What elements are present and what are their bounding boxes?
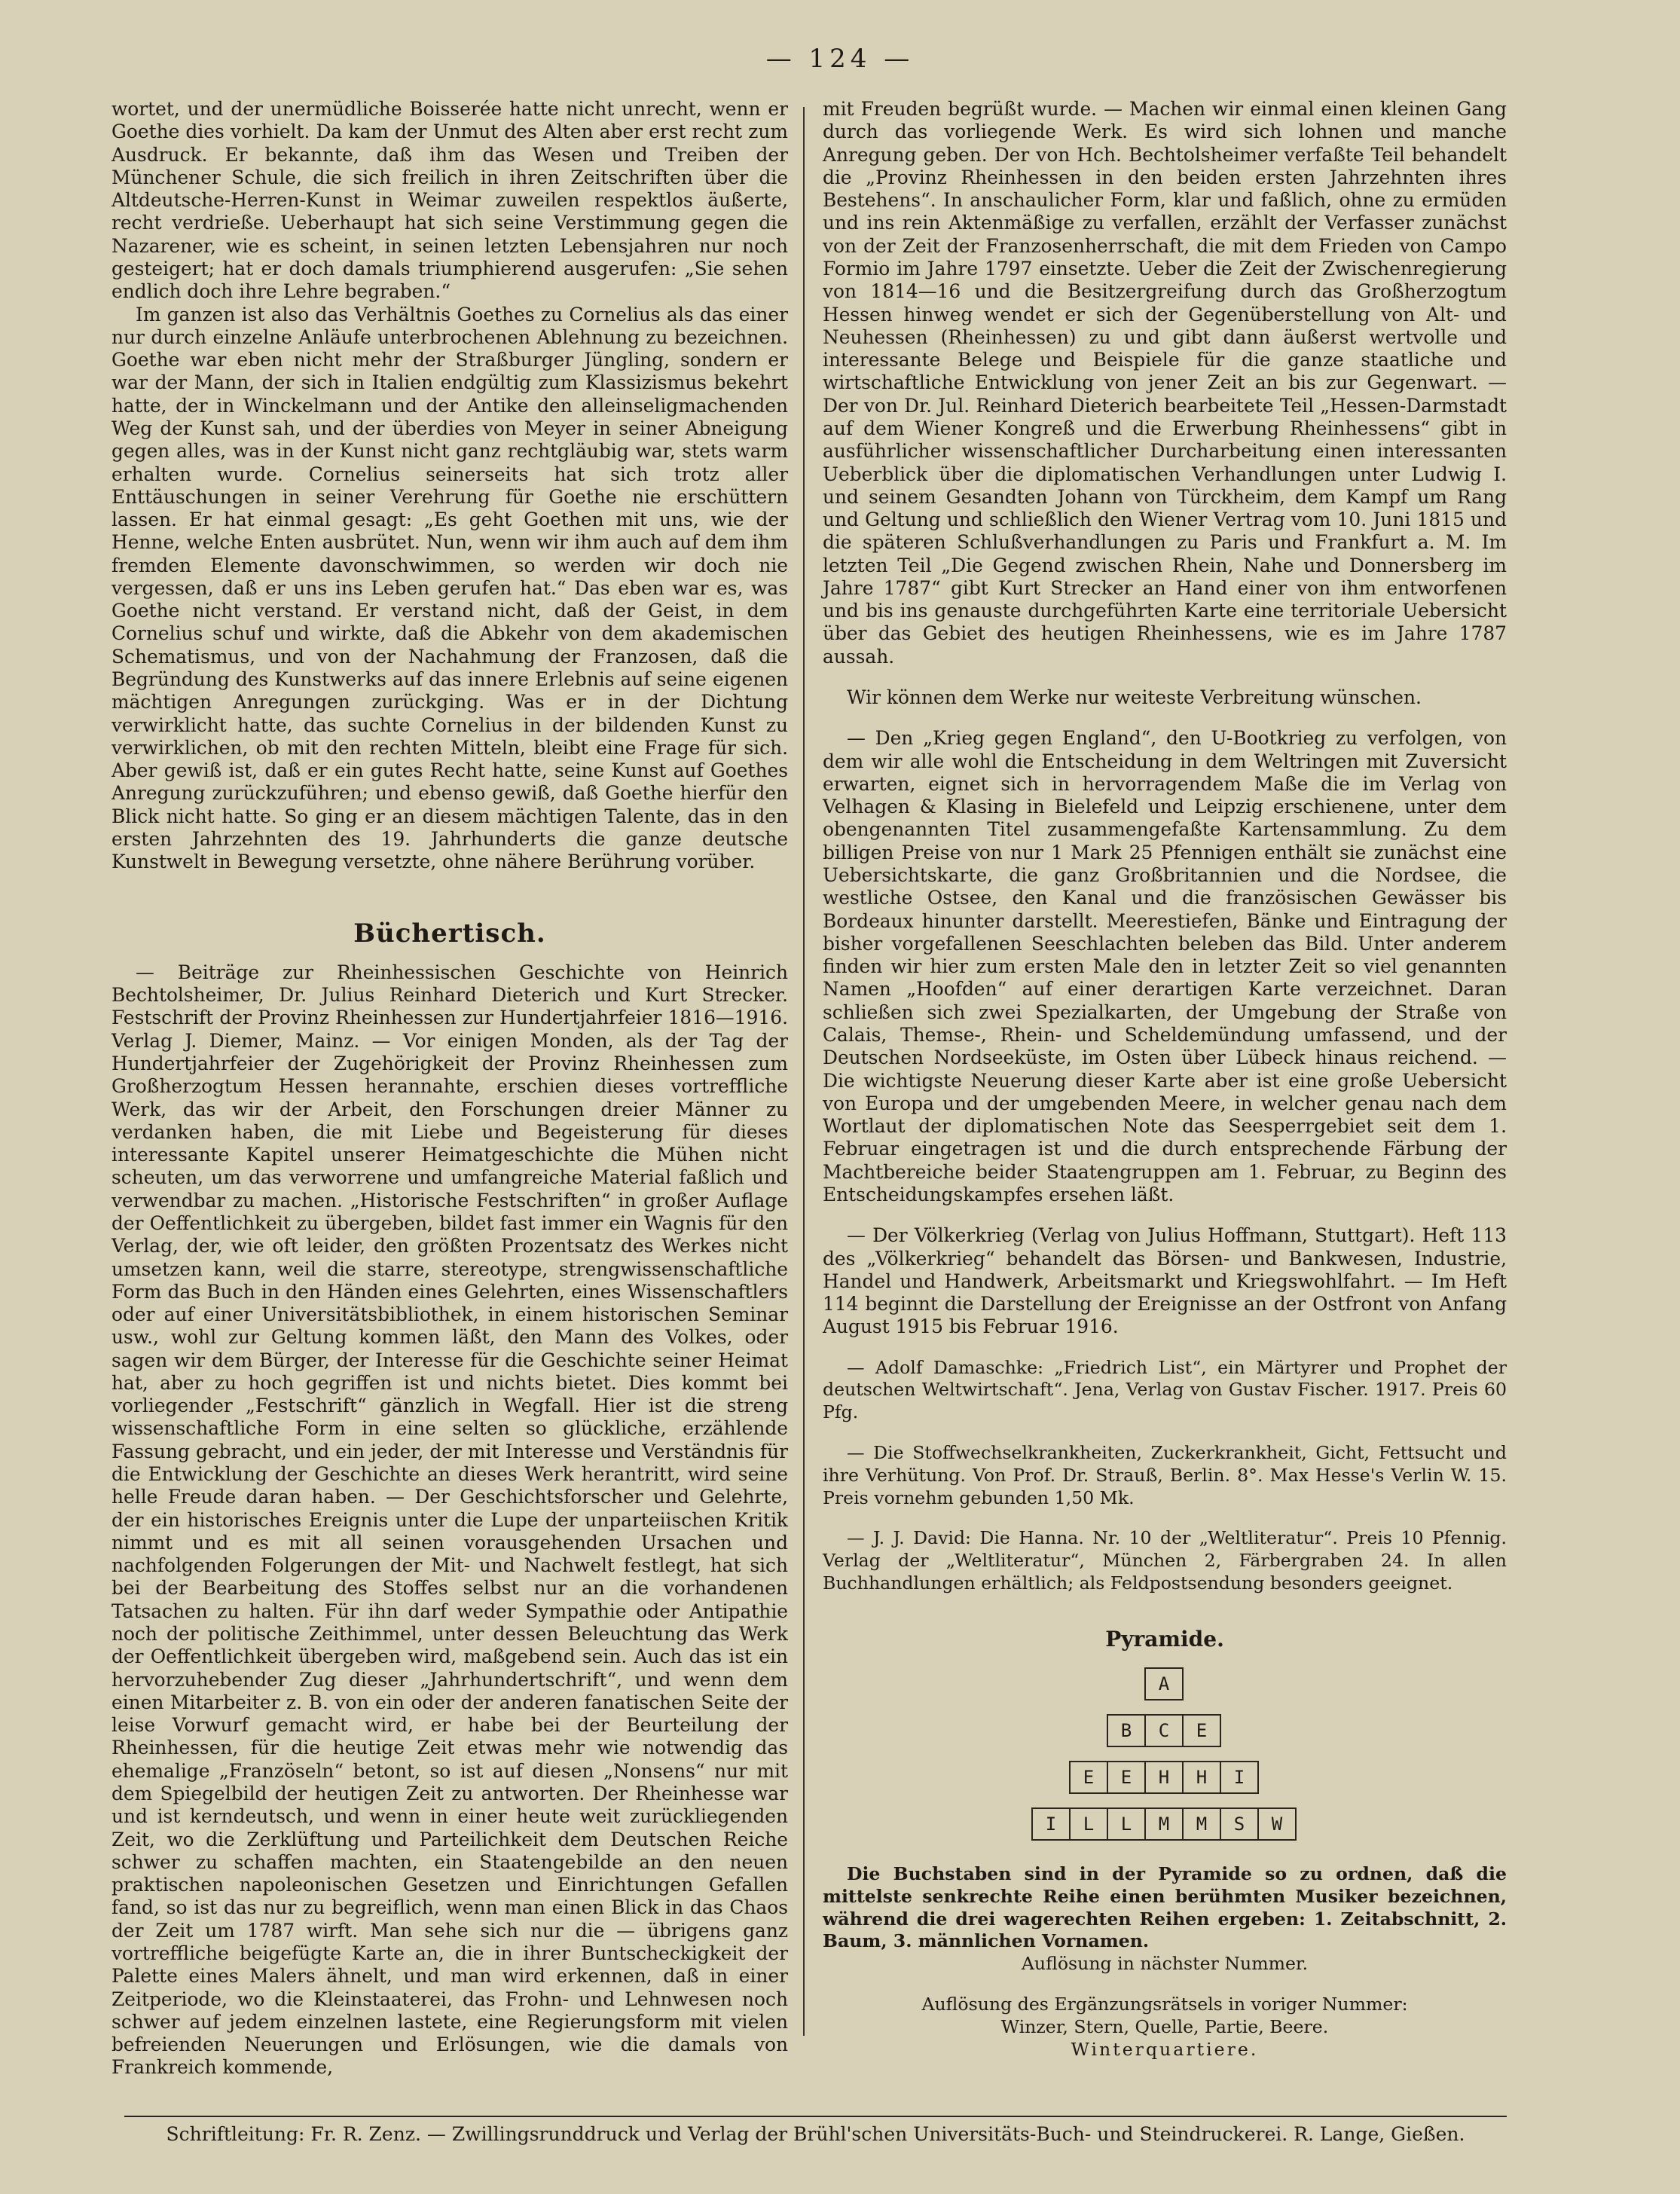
solution-heading: Auflösung des Ergänzungsrätsels in voriger Nummer:	[921, 1994, 1408, 2015]
david-notice: — J. J. David: Die Hanna. Nr. 10 der „Weltliteratur“. Preis 10 Pfennig. Verlag der „Weltliteratur“, München 2, Färbergraben 24. In allen Buchhandlungen erhältlich; als Feldpostsendung besonders geeignet.	[823, 1527, 1507, 1594]
pyramid-cell: E	[1182, 1714, 1221, 1747]
essay-paragraph-1: wortet, und der unermüdliche Boisserée hatte nicht unrecht, wenn er Goethe dies vorhielt. Da kam der Unmut des Alten aber erst recht zum Ausdruck. Er bekannte, daß ihm das Wesen und Treiben der Münchener Schule, die sich freilich in ihren Zeitschriften über die Altdeutsche-Herren-Kunst in Weimar zuweilen respektlos äußerte, recht verdrieße. Ueberhaupt hat sich seine Verstimmung gegen die Nazarener, wie es scheint, in seinen letzten Lebensjahren nur noch gesteigert; hat er doch damals triumphierend ausgerufen: „Sie sehen endlich doch ihre Lehre begraben.“	[111, 98, 788, 303]
krieg-notice: — Den „Krieg gegen England“, den U-Bootkrieg zu verfolgen, von dem wir alle wohl die Entscheidung in dem Weltringen mit Zuversicht erwarten, eignet sich in hervorragendem Maße die im Verlag von Velhagen & Klasing in Bielefeld und Leipzig erschienene, unter dem obengenannten Titel zusammengefaßte Kartensammlung. Zu dem billigen Preise von nur 1 Mark 25 Pfennigen enthält sie zunächst eine Uebersichtskarte, die ganz Großbritannien und die Nordsee, die westliche Ostsee, den Kanal und die französischen Gewässer bis Bordeaux hinunter darstellt. Meerestiefen, Bänke und Eintragung der bisher vorgefallenen Seeschlachten beleben das Bild. Unter anderem finden wir hier zum ersten Male den in letzter Zeit so viel genannten Namen „Hoofden“ auf einer derartigen Karte verzeichnet. Daran schließen sich zwei Spezialkarten, der Umgebung der Straße von Calais, Themse-, Rhein- und Scheldemündung umfassend, und der Deutschen Nordseeküste, im Osten über Lübeck hinaus reichend. — Die wichtigste Neuerung dieser Karte aber ist eine große Uebersicht von Europa und der umgebenden Meere, in welcher genau nach dem Wortlaut der diplomatischen Note das Seesperrgebiet seit dem 1. Februar eingetragen ist und die durch entsprechende Färbung der Machtbereiche beider Staatengruppen am 1. Februar, zu Beginn des Entscheidungskampfes ersehen läßt.	[823, 727, 1507, 1205]
voelkerkrieg-notice: — Der Völkerkrieg (Verlag von Julius Hoffmann, Stuttgart). Heft 113 des „Völkerkrieg“ behandelt das Börsen- und Bankwesen, Industrie, Handel und Handwerk, Arbeitsmarkt und Kriegswohlfahrt. — Im Heft 114 beginnt die Darstellung der Ereignisse an der Ostfront von Anfang August 1915 bis Februar 1916.	[823, 1224, 1507, 1338]
pyramid-cell: L	[1069, 1807, 1108, 1841]
stoffwechsel-notice: — Die Stoffwechselkrankheiten, Zuckerkrankheit, Gicht, Fettsucht und ihre Verhütung. Von Prof. Dr. Strauß, Berlin. 8°. Max Hesse's Verlin W. 15. Preis vornehm gebunden 1,50 Mk.	[823, 1442, 1507, 1508]
pyramid-cell: S	[1220, 1807, 1259, 1841]
solution-words: Winzer, Stern, Quelle, Partie, Beere.	[1000, 2015, 1329, 2037]
solution-next-note: Auflösung in nächster Nummer.	[1021, 1953, 1309, 1975]
section-heading: Büchertisch.	[353, 918, 546, 949]
column-divider	[803, 107, 805, 2036]
right-column	[823, 98, 1507, 2061]
pyramid-cell: M	[1182, 1807, 1221, 1841]
pyramid-row-4	[823, 1807, 1507, 1841]
left-column	[111, 98, 788, 2079]
pyramid-cell: I	[1031, 1807, 1071, 1841]
pyramid-cell: H	[1182, 1761, 1221, 1794]
solution-answer: Winterquartiere.	[1071, 2038, 1259, 2060]
pyramid-cell: I	[1220, 1761, 1259, 1794]
pyramid-cell: C	[1144, 1714, 1184, 1747]
damaschke-notice: — Adolf Damaschke: „Friedrich List“, ein Märtyrer und Prophet der deutschen Weltwirtschaft“. Jena, Verlag von Gustav Fischer. 1917. Preis 60 Pfg.	[823, 1356, 1507, 1423]
pyramid-cell: H	[1144, 1761, 1184, 1794]
pyramid-puzzle	[823, 1661, 1507, 1851]
review-continued: mit Freuden begrüßt wurde. — Machen wir einmal einen kleinen Gang durch das vorliegende Werk. Es wird sich lohnen und manche Anregung geben. Der von Hch. Bechtolsheimer verfaßte Teil behandelt die „Provinz Rheinhessen in den beiden ersten Jahrzehnten ihres Bestehens“. In anschaulicher Form, klar und faßlich, ohne zu ermüden und ins rein Aktenmäßige zu verfallen, erzählt der Verfasser zunächst von der Zeit der Franzosenherrschaft, die mit dem Frieden von Campo Formio im Jahre 1797 einsetzte. Ueber die Zeit der Zwischenregierung von 1814—16 und die Besitzergreifung durch das Großherzogtum Hessen hinweg wendet er sich der Gegenüberstellung von Alt- und Neuhessen (Rheinhessen) zu und gibt dann äußerst wertvolle und interessante Belege und Beispiele für die ganze staatliche und wirtschaftliche Entwicklung von jener Zeit an bis zur Gegenwart. — Der von Dr. Jul. Reinhard Dieterich bearbeitete Teil „Hessen-Darmstadt auf dem Wiener Kongreß und die Erwerbung Rheinhessens“ gibt in ausführlicher wissenschaftlicher Durcharbeitung einen interessanten Ueberblick über die diplomatischen Verhandlungen unter Ludwig I. und seinem Gesandten Johann von Türckheim, dem Kampf um Rang und Geltung und schließlich den Wiener Vertrag vom 10. Juni 1815 und die späteren Schlußverhandlungen zu Paris und Frankfurt a. M. Im letzten Teil „Die Gegend zwischen Rhein, Nahe und Donnersberg im Jahre 1787“ gibt Kurt Strecker an Hand einer von ihm entworfenen und bis ins genauste durchgeführten Karte eine territoriale Uebersicht über das Gebiet des heutigen Rheinhessens, wie es im Jahre 1787 aussah.	[823, 98, 1507, 668]
pyramid-cell: E	[1069, 1761, 1108, 1794]
imprint-footer: Schriftleitung: Fr. R. Zenz. — Zwillingsrunddruck und Verlag der Brühl'schen Universitäts-Buch- und Steindruckerei. R. Lange, Gießen.	[124, 2116, 1507, 2145]
recommendation: Wir können dem Werke nur weiteste Verbreitung wünschen.	[847, 686, 1422, 709]
pyramid-instructions: Die Buchstaben sind in der Pyramide so zu ordnen, daß die mittelste senkrechte Reihe einen berühmten Musiker bezeichnen, während die drei wagerechten Reihen ergeben: 1. Zeitabschnitt, 2. Baum, 3. männlichen Vornamen.	[823, 1863, 1507, 1952]
pyramid-cell: W	[1257, 1807, 1297, 1841]
pyramid-cell: B	[1107, 1714, 1146, 1747]
pyramid-row-1	[823, 1667, 1507, 1701]
page-number: — 124 —	[765, 44, 915, 74]
pyramid-title: Pyramide.	[1105, 1626, 1224, 1652]
pyramid-cell: A	[1144, 1667, 1184, 1701]
pyramid-cell: L	[1107, 1807, 1146, 1841]
essay-paragraph-2: Im ganzen ist also das Verhältnis Goethes zu Cornelius als das einer nur durch einzelne Anläufe unterbrochenen Ablehnung zu bezeichnen. Goethe war eben nicht mehr der Straßburger Jüngling, sondern er war der Mann, der sich in Italien endgültig zum Klassizismus bekehrt hatte, der in Winckelmann und der Antike den alleinseligmachenden Weg der Kunst sah, und der überdies von Meyer in seiner Abneigung gegen alles, was in der Kunst nicht ganz rechtgläubig war, stets warm erhalten wurde. Cornelius seinerseits hat sich trotz aller Enttäuschungen in seiner Verehrung für Goethe nie erschüttern lassen. Er hat einmal gesagt: „Es geht Goethen mit uns, wie der Henne, welche Enten ausbrütet. Nun, wenn wir ihm auch auf dem ihm fremden Elemente davonschwimmen, so werden wir doch nie vergessen, daß er uns ins Leben gerufen hat.“ Das eben war es, was Goethe nicht verstand. Er verstand nicht, daß der Geist, in dem Cornelius schuf und wirkte, daß die Abkehr von dem akademischen Schematismus, und von der Nachahmung der Franzosen, daß die Begründung des Kunstwerks auf das innere Erlebnis auf seine eigenen mächtigen Anregungen zurückging. Was er in der Dichtung verwirklicht hatte, das suchte Cornelius in der bildenden Kunst zu verwirklichen, ob mit den rechten Mitteln, bleibt eine Frage für sich. Aber gewiß ist, daß er ein gutes Recht hatte, seine Kunst auf Goethes Anregung zurückzuführen; und ebenso gewiß, daß Goethe hierfür den Blick nicht hatte. So ging er an diesem mächtigen Talente, das in den ersten Jahrzehnten des 19. Jahrhunderts die ganze deutsche Kunstwelt in Bewegung versetzte, ohne nähere Berührung vorüber.	[111, 303, 788, 873]
review-paragraph: — Beiträge zur Rheinhessischen Geschichte von Heinrich Bechtolsheimer, Dr. Julius Reinhard Dieterich und Kurt Strecker. Festschrift der Provinz Rheinhessen zur Hundertjahrfeier 1816—1916. Verlag J. Diemer, Mainz. — Vor einigen Monden, als der Tag der Hundertjahrfeier der Zugehörigkeit der Provinz Rheinhessen zum Großherzogtum Hessen herannahte, erschien dieses vortreffliche Werk, das wir der Arbeit, den Forschungen dreier Männer zu verdanken haben, die mit Liebe und Begeisterung für dieses interessante Kapitel unserer Heimatgeschichte die Mühen nicht scheuten, um das verworrene und umfangreiche Material faßlich und verwendbar zu machen. „Historische Festschriften“ in großer Auflage der Oeffentlichkeit zu übergeben, bildet fast immer ein Wagnis für den Verlag, der, wie oft leider, den größten Prozentsatz des Werkes nicht umsetzen kann, weil die starre, stereotype, strengwissenschaftliche Form das Buch in den Händen eines Gelehrten, eines Wissenschaftlers oder auf einer Universitätsbibliothek, in einem historischen Seminar usw., wohl zur Geltung kommen läßt, den Mann des Volkes, oder sagen wir dem Bürger, der Interesse für die Geschichte seiner Heimat hat, aber zu hoch gegriffen ist und nichts bietet. Dies kommt bei vorliegender „Festschrift“ gänzlich in Wegfall. Hier ist die streng wissenschaftliche Form in eine selten so glückliche, erzählende Fassung gebracht, und ein jeder, der mit Interesse und Verständnis für die Entwicklung der Geschichte an dieses Werk herantritt, wird seine helle Freude daran haben. — Der Geschichtsforscher und Gelehrte, der ein historisches Ereignis unter die Lupe der unparteiischen Kritik nimmt und es mit all seinen vorausgehenden Ursachen und nachfolgenden Folgerungen der Mit- und Nachwelt festlegt, hat sich bei der Bearbeitung des Stoffes selbst nur an die vorhandenen Tatsachen zu halten. Für ihn darf weder Sympathie oder Antipathie noch der politische Zeithimmel, unter dessen Beleuchtung das Werk der Oeffentlichkeit übergeben wird, maßgebend sein. Auch das ist ein hervorzuhebender Zug dieser „Jahrhundertschrift“, und wenn dem einen Mitarbeiter z. B. von ein oder der anderen fanatischen Seite der leise Vorwurf gemacht wird, er habe bei der Beurteilung der Rheinhessen, für die heutige Zeit etwas mehr wie notwendig das ehemalige „Französeln“ betont, so ist auf diesen „Nonsens“ nur mit dem Spiegelbild der heutigen Zeit zu antworten. Der Rheinhesse war und ist kerndeutsch, und wenn in einer heute weit zurückliegenden Zeit, wo die Zerklüftung und Parteilichkeit dem Deutschen Reiche schwer zu schaffen machten, ein Staatengebilde an den neuen praktischen napoleonischen Gesetzen und Einrichtungen Gefallen fand, so ist das nur zu begreiflich, wenn man einen Blick in das Chaos der Zeit um 1787 wirft. Man sehe sich nur die — übrigens ganz vortreffliche beigefügte Karte an, die in ihrer Buntscheckigkeit der Palette eines Malers ähnelt, und man wird erkennen, daß in einer Zeitperiode, wo die Kleinstaaterei, das Frohn- und Lehnwesen noch schwer auf jedem einzelnen lastete, eine Regierungsform mit vielen befreienden Neuerungen und Erlösungen, wie die damals von Frankreich kommende,	[111, 961, 788, 2079]
pyramid-cell: M	[1144, 1807, 1184, 1841]
pyramid-cell: E	[1107, 1761, 1146, 1794]
pyramid-row-3	[823, 1761, 1507, 1794]
pyramid-row-2	[823, 1714, 1507, 1747]
